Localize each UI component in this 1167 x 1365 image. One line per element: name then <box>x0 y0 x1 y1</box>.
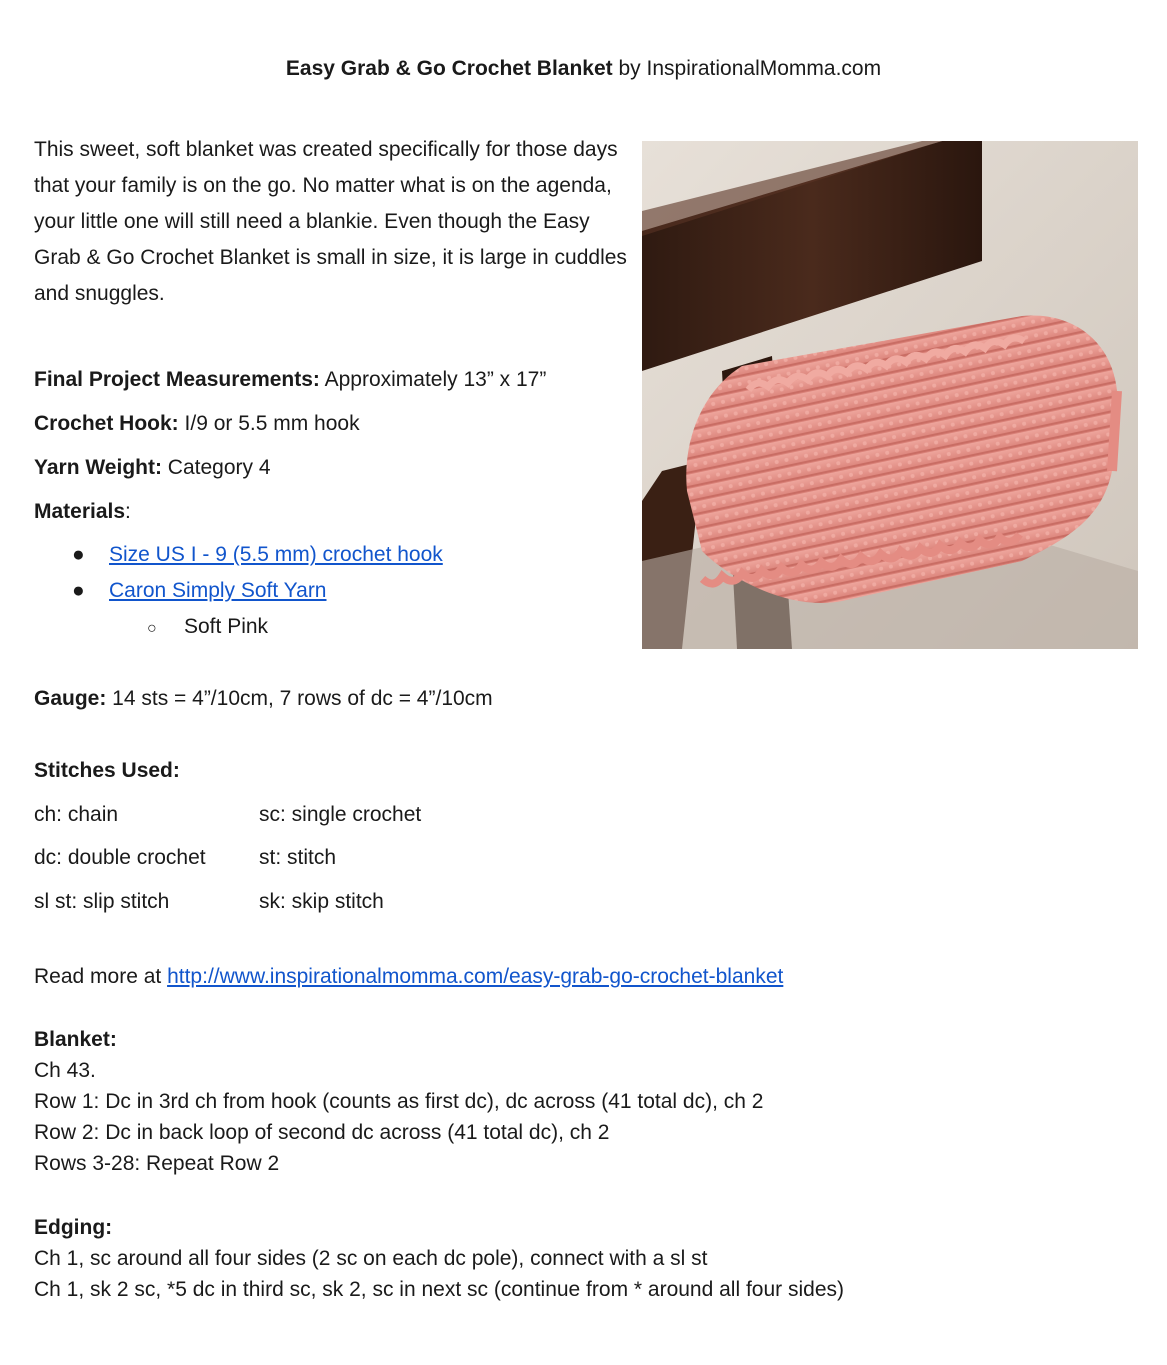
materials-label: Materials <box>34 500 126 523</box>
stitch-item: sk: skip stitch <box>259 890 384 913</box>
materials-heading: Materials: <box>34 500 131 523</box>
crochet-hook-link[interactable]: Size US I - 9 (5.5 mm) crochet hook <box>109 543 443 566</box>
read-more-link[interactable]: http://www.inspirationalmomma.com/easy-grab-go-crochet-blanket <box>167 965 784 988</box>
bullet-icon: ● <box>72 579 85 602</box>
title-bold: Easy Grab & Go Crochet Blanket <box>285 57 613 80</box>
hook-value: I/9 or 5.5 mm hook <box>178 412 360 435</box>
hollow-bullet-icon: ○ <box>147 620 157 637</box>
instruction-line: Rows 3-28: Repeat Row 2 <box>34 1152 280 1175</box>
stitch-item: dc: double crochet <box>34 846 206 869</box>
document-title <box>0 57 1167 81</box>
gauge-line <box>34 687 493 711</box>
measurements-line <box>34 368 546 392</box>
title-byline: by InspirationalMomma.com <box>612 57 882 80</box>
gauge-value: 14 sts = 4”/10cm, 7 rows of dc = 4”/10cm <box>106 687 493 710</box>
yarn-weight-line <box>34 456 271 480</box>
read-more-line <box>34 965 783 989</box>
stitch-item: sc: single crochet <box>259 803 422 826</box>
read-more-text: Read more at <box>34 965 168 988</box>
blanket-section <box>34 1024 763 1179</box>
stitch-item: st: stitch <box>259 846 337 869</box>
edging-heading: Edging: <box>34 1216 113 1239</box>
blanket-heading: Blanket: <box>34 1028 117 1051</box>
yarn-weight-value: Category 4 <box>161 456 271 479</box>
instruction-line: Ch 43. <box>34 1059 96 1082</box>
measurements-label: Final Project Measurements: <box>34 368 320 391</box>
gauge-label: Gauge: <box>34 687 107 710</box>
materials-list-item <box>72 543 443 567</box>
yarn-weight-label: Yarn Weight: <box>34 456 162 479</box>
hook-label: Crochet Hook: <box>34 412 179 435</box>
materials-list-item <box>72 579 327 603</box>
yarn-link[interactable]: Caron Simply Soft Yarn <box>109 579 327 602</box>
bullet-icon: ● <box>72 543 85 566</box>
blanket-photo <box>642 141 1138 649</box>
stitch-item: sl st: slip stitch <box>34 890 170 913</box>
stitch-item: ch: chain <box>34 803 119 826</box>
measurements-value: Approximately 13” x 17” <box>319 368 547 391</box>
instruction-line: Ch 1, sk 2 sc, *5 dc in third sc, sk 2, sc in next sc (continue from * around all four sides) <box>34 1278 845 1301</box>
stitches-heading: Stitches Used: <box>34 759 180 782</box>
instruction-line: Ch 1, sc around all four sides (2 sc on each dc pole), connect with a sl st <box>34 1247 708 1270</box>
materials-sub-item <box>147 615 268 639</box>
yarn-color: Soft Pink <box>184 615 269 638</box>
instruction-line: Row 2: Dc in back loop of second dc across (41 total dc), ch 2 <box>34 1121 610 1144</box>
edging-section <box>34 1212 844 1305</box>
intro-paragraph: This sweet, soft blanket was created specifically for those days that your family is on the go. No matter what is on the agenda, your little one will still need a blankie. Even though the Easy Grab & Go Crochet Blanket is small in size, it is large in cuddles and snuggles. <box>34 138 627 305</box>
instruction-line: Row 1: Dc in 3rd ch from hook (counts as first dc), dc across (41 total dc), ch 2 <box>34 1090 764 1113</box>
hook-line <box>34 412 360 436</box>
